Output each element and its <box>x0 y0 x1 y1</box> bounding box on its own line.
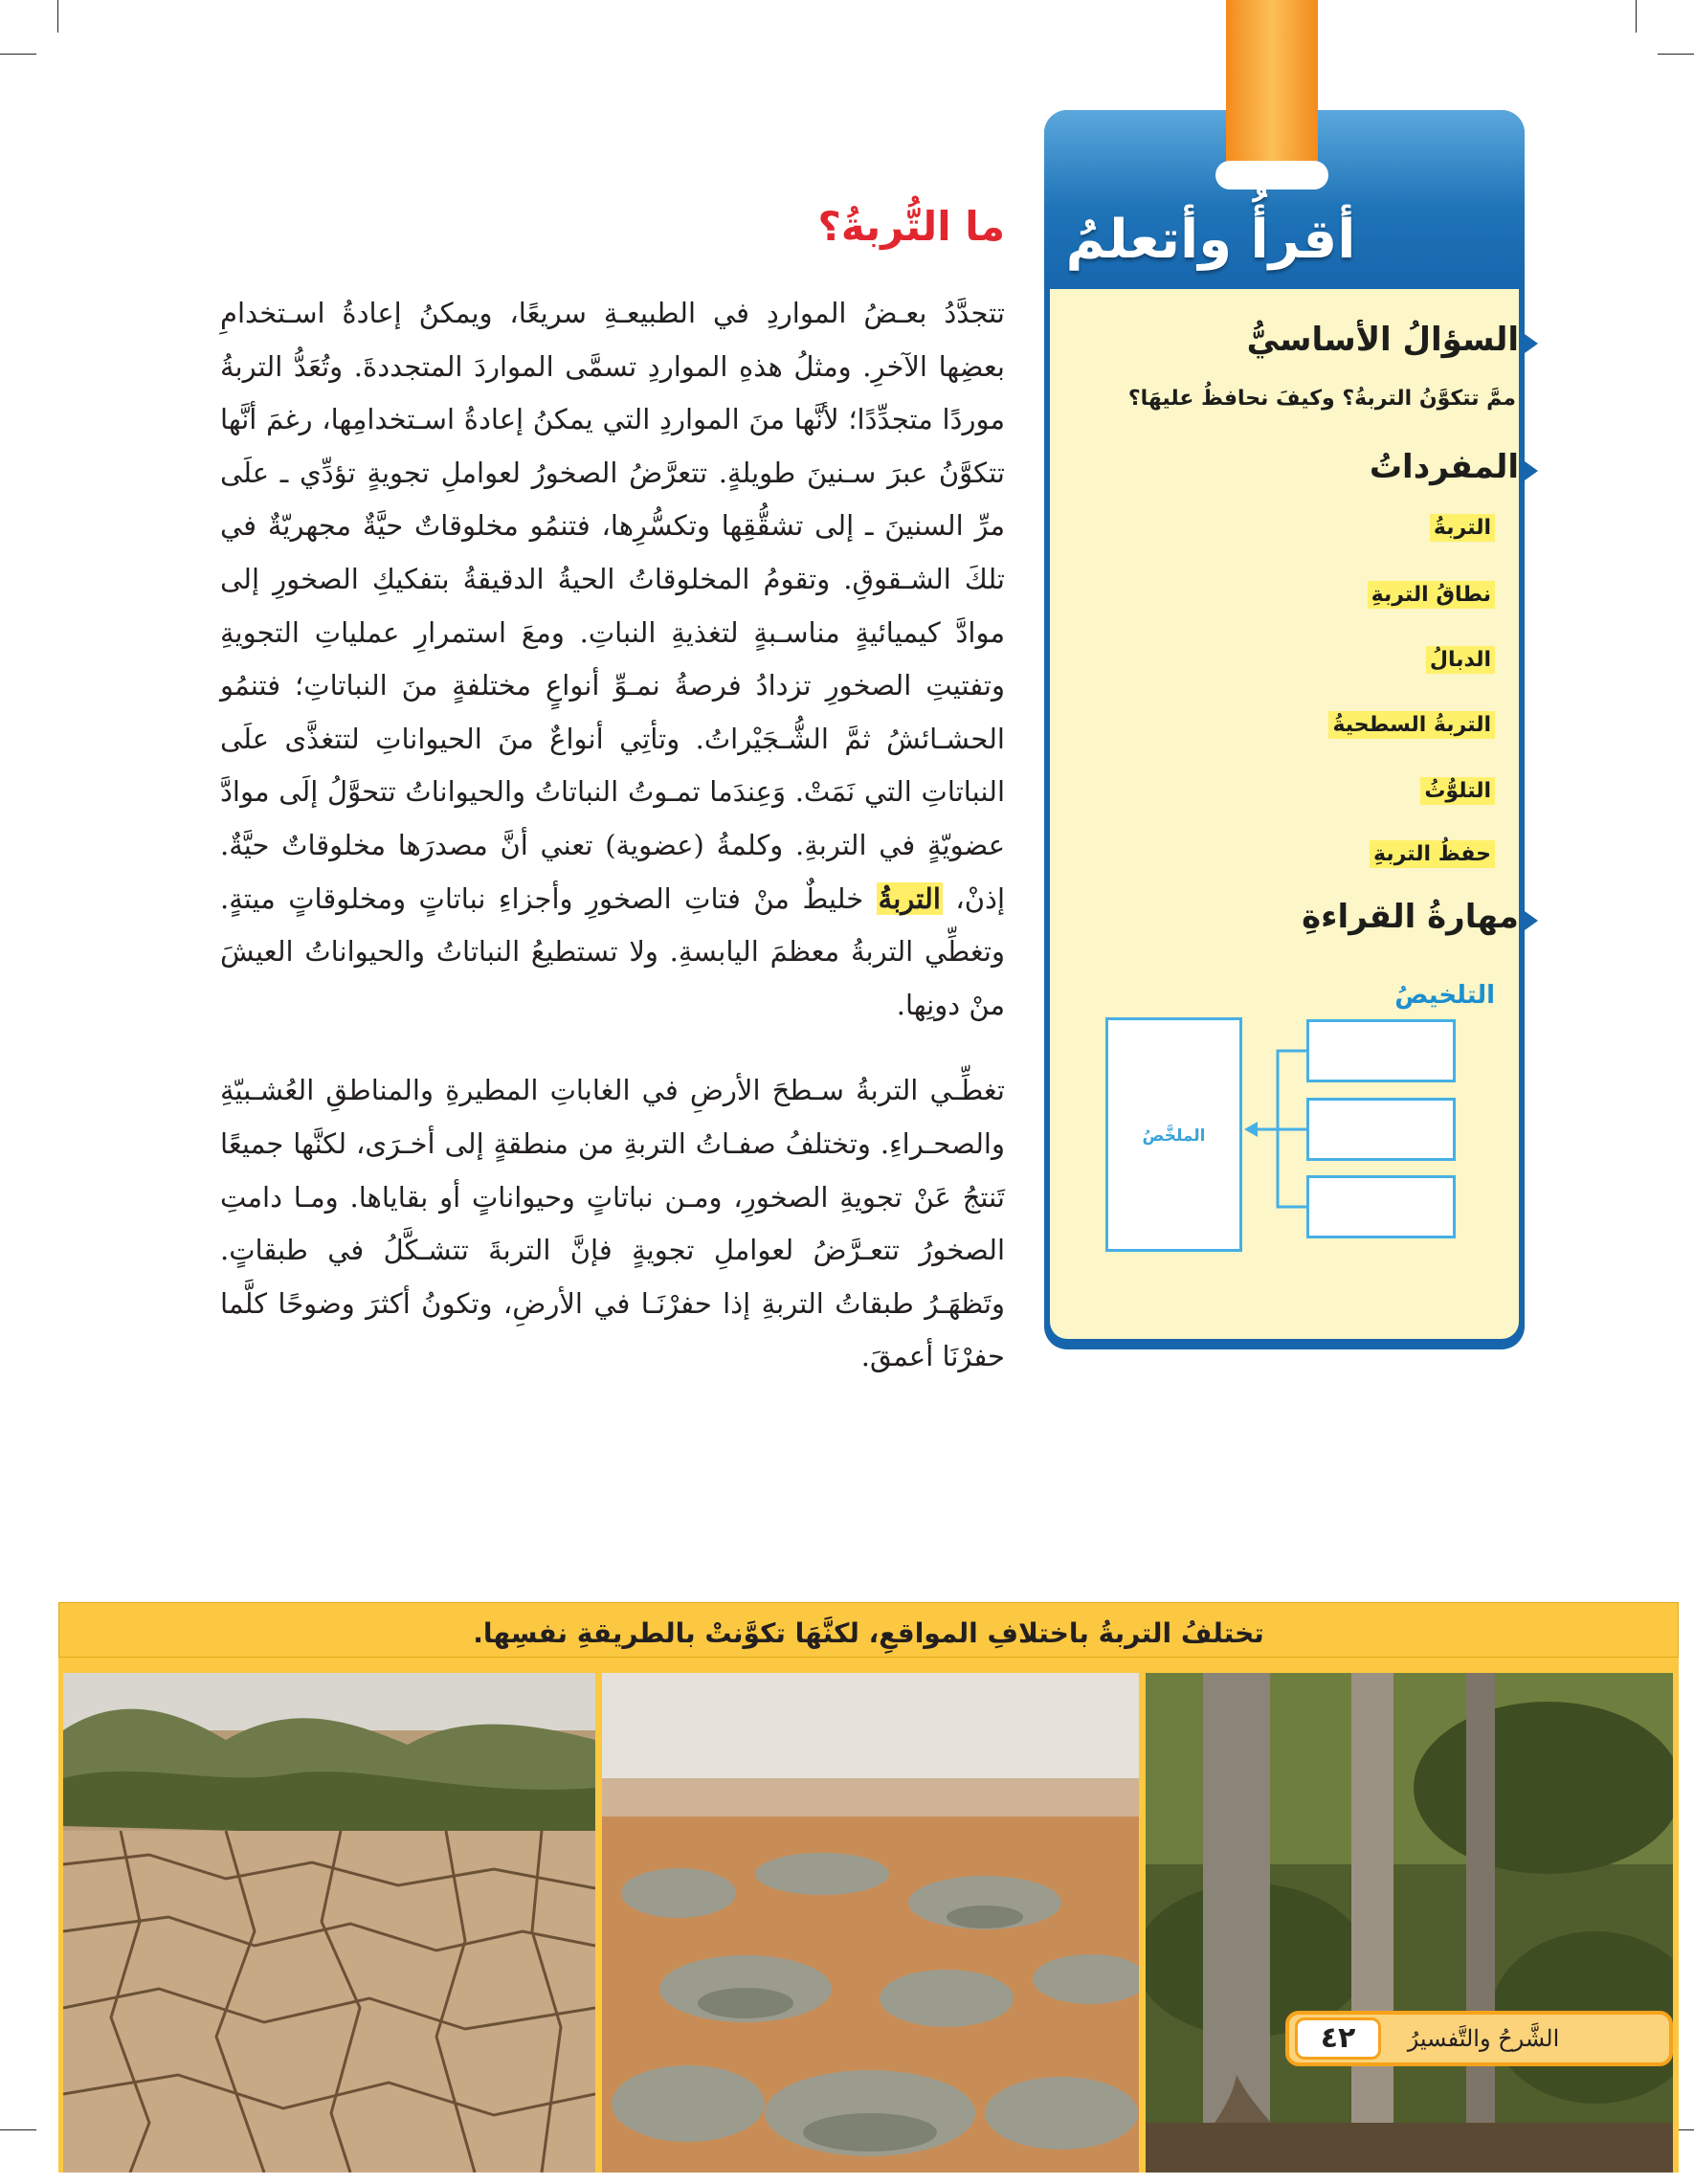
vocab-item-soil: التربةُ <box>1430 514 1495 542</box>
vocab-item-topsoil: التربةُ السطحيةُ <box>1328 711 1495 739</box>
paragraph-1-end: خليطٌ منْ فتاتِ الصخورِ وأجزاءِ نباتاتٍ ومخلوقاتٍ ميتةٍ. وتغطِّي التربةُ معظمَ اليابسةِ. ولا تستطيعُ النباتاتُ والحيواناتُ العيشَ منْ دونِها. <box>220 881 1005 1021</box>
card-title: أقرأُ وأتعلمُ <box>1065 209 1356 271</box>
vocab-item-humus: الدبالُ <box>1426 646 1495 674</box>
article-body <box>220 287 1005 1384</box>
article-title: ما التُّربةُ؟ <box>817 203 1005 250</box>
vocab-item-soil-conservation: حفظُ التربةِ <box>1370 840 1495 868</box>
detail-box <box>1306 1175 1456 1238</box>
page-number: ٤٢ <box>1295 2017 1381 2060</box>
summary-diagram <box>1091 1005 1483 1292</box>
crop-mark <box>0 2129 36 2130</box>
essential-question-heading: السؤالُ الأساسيُّ <box>1246 321 1519 359</box>
forest-soil-photo <box>1146 1673 1673 2173</box>
crop-mark <box>1658 54 1694 55</box>
crop-mark <box>57 0 58 33</box>
reading-skill-heading: مهارةُ القراءةِ <box>1302 898 1519 936</box>
paragraph-1-start: تتجدَّدُ بعـضُ المواردِ في الطبيعـةِ سريعًا، ويمكنُ إعادةُ اسـتخدامِ بعضِها الآخرِ. ومثلُ هذهِ المواردِ تسمَّى المواردَ المتجددةَ. وتُعَدُّ التربةُ موردًا متجدِّدًا؛ لأنَّها منَ المواردِ التي يمكنُ إعادةُ اسـتخدامِها، رغمَ أنَّها تتكوَّنُ عبرَ سـنينَ طويلةٍ. تتعرَّضُ الصخورُ لعواملِ تجويةٍ تؤدِّي ـ علَى مرِّ السنينَ ـ إلى تشقُّقِها وتكسُّرِها، فتنمُو مخلوقاتٌ حيَّةٌ مجهريّةٌ في تلكَ الشـقوقِ. وتقومُ المخلوقاتُ الحيةُ الدقيقةُ بتفكيكِ الصخورِ إلى موادَّ كيميائيةٍ مناسـبةٍ لتغذيةِ النباتِ. ومعَ استمرارِ عملياتِ التجويةِ وتفتيتِ الصخورِ تزدادُ فرصةُ نمـوِّ أنواعٍ مختلفةٍ منَ النباتاتِ؛ فتنمُو الحشـائشُ ثمَّ الشُّـجَيْراتُ. وتأتِي أنواعٌ منَ الحيواناتِ لتتغذَّى علَى النباتاتِ التي نَمَتْ. وَعِندَما تمـوتُ النباتاتُ والحيواناتُ تتحوَّلُ إلَى موادَّ عضويّةٍ في التربةِ. وكلمةُ (عضوية) تعني أنَّ مصدرَها مخلوقاتٌ حيَّةٌ. إذنْ، <box>220 297 1006 915</box>
detail-box <box>1306 1019 1456 1082</box>
highlighted-term-soil: التربةُ <box>878 881 941 915</box>
summary-box-label: الملخَّصُ <box>1142 1126 1206 1146</box>
bookmark-tab <box>1226 0 1318 182</box>
desert-soil-photo <box>602 1673 1139 2173</box>
vocab-item-pollution: التلوُّثُ <box>1420 777 1495 805</box>
cracked-soil-photo <box>63 1673 595 2173</box>
crop-mark <box>0 54 36 55</box>
section-label: الشَّرحُ والتَّفسيرُ <box>1407 2025 1560 2052</box>
crop-mark <box>1636 0 1637 33</box>
vocabulary-heading: المفرداتُ <box>1369 448 1519 486</box>
paragraph-1 <box>220 287 1005 1032</box>
paragraph-2: تغطِّـي التربةُ سـطحَ الأرضِ في الغاباتِ المطيرةِ والمناطقِ العُشـبيّةِ والصحـراءِ. وتختلفُ صفـاتُ التربةِ من منطقةٍ إلى أخـرَى، لكنَّها جميعًا تَنتجُ عَنْ تجويةِ الصخورِ، ومـن نباتاتٍ وحيواناتٍ أو بقاياها. ومـا دامتِ الصخورُ تتعـرَّضُ لعواملِ تجويةٍ فإنَّ التربةَ تتشـكَّلُ في طبقاتٍ. وتَظهَـرُ طبقاتُ التربةِ إذا حفرْنَـا في الأرضِ، وتكونُ أكثرَ وضوحًا كلَّما حفرْنَا أعمقَ. <box>220 1074 1005 1373</box>
detail-box <box>1306 1098 1456 1161</box>
essential-question-text: ممَّ تتكوَّنُ التربةُ؟ وكيفَ نحافظُ عليهَا؟ <box>1127 387 1516 411</box>
vocab-item-soil-horizon: نطاقُ التربةِ <box>1368 581 1495 609</box>
reading-skill-summarize: التلخيصُ <box>1394 981 1495 1010</box>
tab-slot <box>1215 161 1328 189</box>
photo-caption: تختلفُ التربةُ باختلافِ المواقعِ، لكنَّهَا تكوَّنتْ بالطريقةِ نفسِها. <box>473 1617 1264 1649</box>
